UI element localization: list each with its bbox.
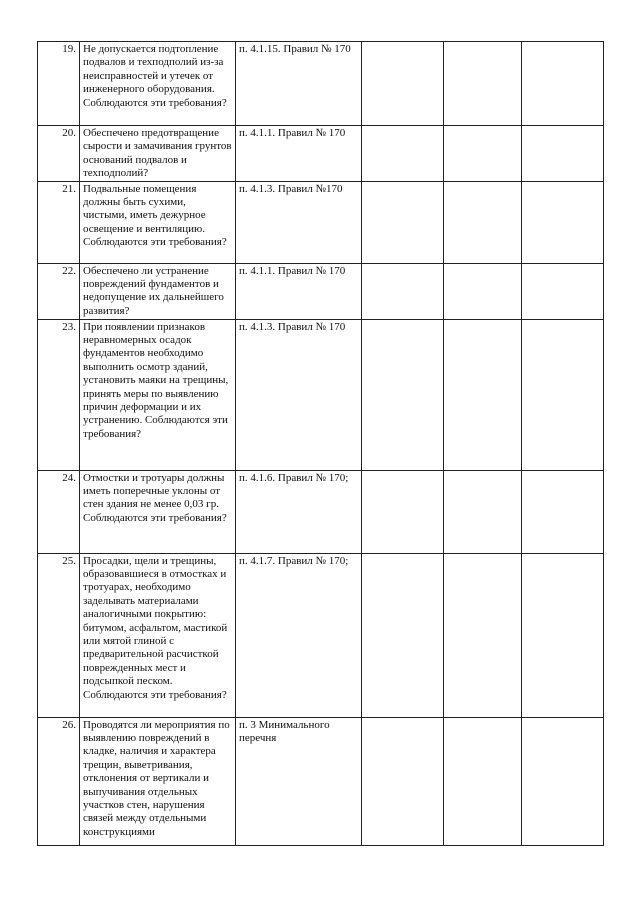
answer-cell [362,263,444,319]
answer-cell [444,553,522,717]
table-body [38,42,604,846]
regulation-reference: п. 4.1.7. Правил № 170; [236,553,362,717]
note-cell [522,717,604,845]
regulation-reference: п. 4.1.3. Правил № 170 [236,319,362,470]
answer-cell [444,319,522,470]
table-row [38,263,604,319]
regulation-reference: п. 4.1.6. Правил № 170; [236,470,362,553]
answer-cell [362,126,444,182]
table-row [38,319,604,470]
note-cell [522,42,604,126]
table-row [38,470,604,553]
row-number: 22. [38,263,80,319]
note-cell [522,470,604,553]
answer-cell [362,319,444,470]
requirement-text: Обеспечено ли устранение повреждений фундаментов и недопущение их дальнейшего развития? [80,263,236,319]
answer-cell [362,181,444,263]
regulation-reference: п. 4.1.1. Правил № 170 [236,126,362,182]
table-row [38,126,604,182]
regulation-reference: п. 4.1.3. Правил №170 [236,181,362,263]
requirement-text: Просадки, щели и трещины, образовавшиеся в отмостках и тротуарах, необходимо заделывать материалами аналогичными покрытию: битумом, асфальтом, мастикой или мятой глиной с предварительной расчисткой поврежденных мест и подсыпкой песком. Соблюдаются эти требования? [80,553,236,717]
requirement-text: Проводятся ли мероприятия по выявлению повреждений в кладке, наличия и характера трещин, выветривания, отклонения от вертикали и выпучивания отдельных участков стен, нарушения связей между отдельными конструкциями [80,717,236,845]
regulation-reference: п. 4.1.15. Правил № 170 [236,42,362,126]
answer-cell [444,470,522,553]
note-cell [522,553,604,717]
requirement-text: Подвальные помещения должны быть сухими, чистыми, иметь дежурное освещение и вентиляцию. Соблюдаются эти требования? [80,181,236,263]
regulation-reference: п. 3 Минимального перечня [236,717,362,845]
answer-cell [362,42,444,126]
answer-cell [444,42,522,126]
answer-cell [444,717,522,845]
note-cell [522,181,604,263]
requirement-text: Отмостки и тротуары должны иметь поперечные уклоны от стен здания не менее 0,03 гр. Соблюдаются эти требования? [80,470,236,553]
answer-cell [444,181,522,263]
row-number: 25. [38,553,80,717]
table-row [38,717,604,845]
note-cell [522,126,604,182]
note-cell [522,263,604,319]
note-cell [522,319,604,470]
requirement-text: При появлении признаков неравномерных осадок фундаментов необходимо выполнить осмотр зданий, установить маяки на трещины, принять меры по выявлению причин деформации и их устранению. Соблюдаются эти требования? [80,319,236,470]
answer-cell [362,717,444,845]
requirement-text: Обеспечено предотвращение сырости и замачивания грунтов оснований подвалов и техподполий? [80,126,236,182]
row-number: 21. [38,181,80,263]
table-row [38,42,604,126]
row-number: 20. [38,126,80,182]
table-row [38,181,604,263]
answer-cell [444,126,522,182]
checklist-table [37,41,604,846]
row-number: 23. [38,319,80,470]
row-number: 19. [38,42,80,126]
answer-cell [362,553,444,717]
regulation-reference: п. 4.1.1. Правил № 170 [236,263,362,319]
table-row [38,553,604,717]
answer-cell [362,470,444,553]
row-number: 24. [38,470,80,553]
answer-cell [444,263,522,319]
requirement-text: Не допускается подтопление подвалов и техподполий из-за неисправностей и утечек от инженерного оборудования. Соблюдаются эти требования? [80,42,236,126]
row-number: 26. [38,717,80,845]
